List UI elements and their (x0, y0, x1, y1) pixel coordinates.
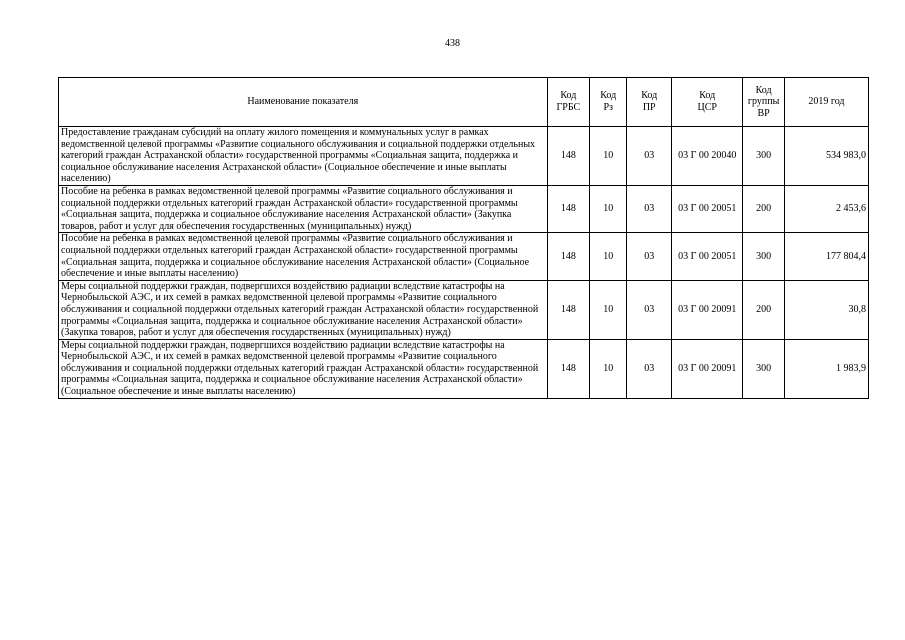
row-name: Меры социальной поддержки граждан, подвергшихся воздействию радиации вследствие катастрофы на Чернобыльской АЭС, и их семей в рамках ведомственной целевой программы «Развитие социального обслуживания и социальной поддержки отдельных категорий граждан Астраханской области» государственной программы «Социальная защита, поддержка и социальное обслуживание населения Астраханской области» (Закупка товаров, работ и услуг для обеспечения государственных (муниципальных) нужд) (59, 280, 548, 339)
row-rz: 10 (590, 339, 627, 398)
header-year: 2019 год (784, 78, 868, 127)
row-name: Меры социальной поддержки граждан, подвергшихся воздействию радиации вследствие катастрофы на Чернобыльской АЭС, и их семей в рамках ведомственной целевой программы «Развитие социального обслуживания и социальной поддержки отдельных категорий граждан Астраханской области» государственной программы «Социальная защита, поддержка и социальное обслуживание населения Астраханской области» (Социальное обеспечение и иные выплаты населению) (59, 339, 548, 398)
row-rz: 10 (590, 185, 627, 232)
row-csr: 03 Г 00 20091 (672, 280, 743, 339)
header-pr-line-2: ПР (642, 102, 656, 113)
row-csr: 03 Г 00 20051 (672, 185, 743, 232)
row-grbs: 148 (547, 233, 590, 280)
header-pr (627, 78, 672, 127)
row-vr: 200 (743, 185, 785, 232)
header-grbs-line-2: ГРБС (556, 102, 581, 113)
row-vr: 300 (743, 233, 785, 280)
row-pr: 03 (627, 185, 672, 232)
table-row (59, 127, 869, 186)
header-csr (672, 78, 743, 127)
row-grbs: 148 (547, 185, 590, 232)
row-name: Пособие на ребенка в рамках ведомственной целевой программы «Развитие социального обслуживания и социальной поддержки отдельных категорий граждан Астраханской области» государственной программы «Социальная защита, поддержка и социальное обслуживание населения Астраханской области» (Социальное обеспечение и иные выплаты населению) (59, 233, 548, 280)
header-csr-line-1: Код (699, 90, 716, 102)
header-rz-line-1: Код (600, 90, 617, 102)
header-name: Наименование показателя (59, 78, 548, 127)
row-grbs: 148 (547, 127, 590, 186)
row-grbs: 148 (547, 339, 590, 398)
table-row (59, 233, 869, 280)
row-pr: 03 (627, 339, 672, 398)
row-amount: 1 983,9 (784, 339, 868, 398)
row-csr: 03 Г 00 20091 (672, 339, 743, 398)
row-vr: 300 (743, 127, 785, 186)
row-rz: 10 (590, 280, 627, 339)
row-amount: 177 804,4 (784, 233, 868, 280)
header-pr-line-1: Код (641, 90, 658, 102)
header-vr-line-2: группы (747, 96, 780, 108)
page-number: 438 (445, 38, 460, 49)
row-pr: 03 (627, 233, 672, 280)
header-vr-line-3: ВР (757, 107, 770, 119)
row-name: Пособие на ребенка в рамках ведомственной целевой программы «Развитие социального обслуживания и социальной поддержки отдельных категорий граждан Астраханской области» государственной программы «Социальная защита, поддержка и социальное обслуживание населения Астраханской области» (Закупка товаров, работ и услуг для обеспечения государственных (муниципальных) нужд) (59, 185, 548, 232)
header-csr-line-2: ЦСР (697, 102, 717, 113)
row-amount: 2 453,6 (784, 185, 868, 232)
row-rz: 10 (590, 233, 627, 280)
row-amount: 534 983,0 (784, 127, 868, 186)
header-vr (743, 78, 785, 127)
header-vr-line-1: Код (755, 84, 772, 96)
row-vr: 200 (743, 280, 785, 339)
row-vr: 300 (743, 339, 785, 398)
row-name: Предоставление гражданам субсидий на оплату жилого помещения и коммунальных услуг в рамках ведомственной целевой программы «Развитие социального обслуживания и социальной поддержки отдельных категорий граждан Астраханской области» государственной программы «Социальная защита, поддержка и социальное обслуживание населения Астраханской области» (Социальное обеспечение и иные выплаты населению) (59, 127, 548, 186)
table-row (59, 339, 869, 398)
row-csr: 03 Г 00 20040 (672, 127, 743, 186)
table-row (59, 185, 869, 232)
row-grbs: 148 (547, 280, 590, 339)
row-csr: 03 Г 00 20051 (672, 233, 743, 280)
header-rz (590, 78, 627, 127)
row-amount: 30,8 (784, 280, 868, 339)
header-grbs-line-1: Код (560, 90, 577, 102)
row-pr: 03 (627, 280, 672, 339)
table-row (59, 280, 869, 339)
row-rz: 10 (590, 127, 627, 186)
table-header-row (59, 78, 869, 127)
header-rz-line-2: Рз (603, 102, 613, 113)
header-grbs (547, 78, 590, 127)
row-pr: 03 (627, 127, 672, 186)
budget-table (58, 77, 869, 399)
